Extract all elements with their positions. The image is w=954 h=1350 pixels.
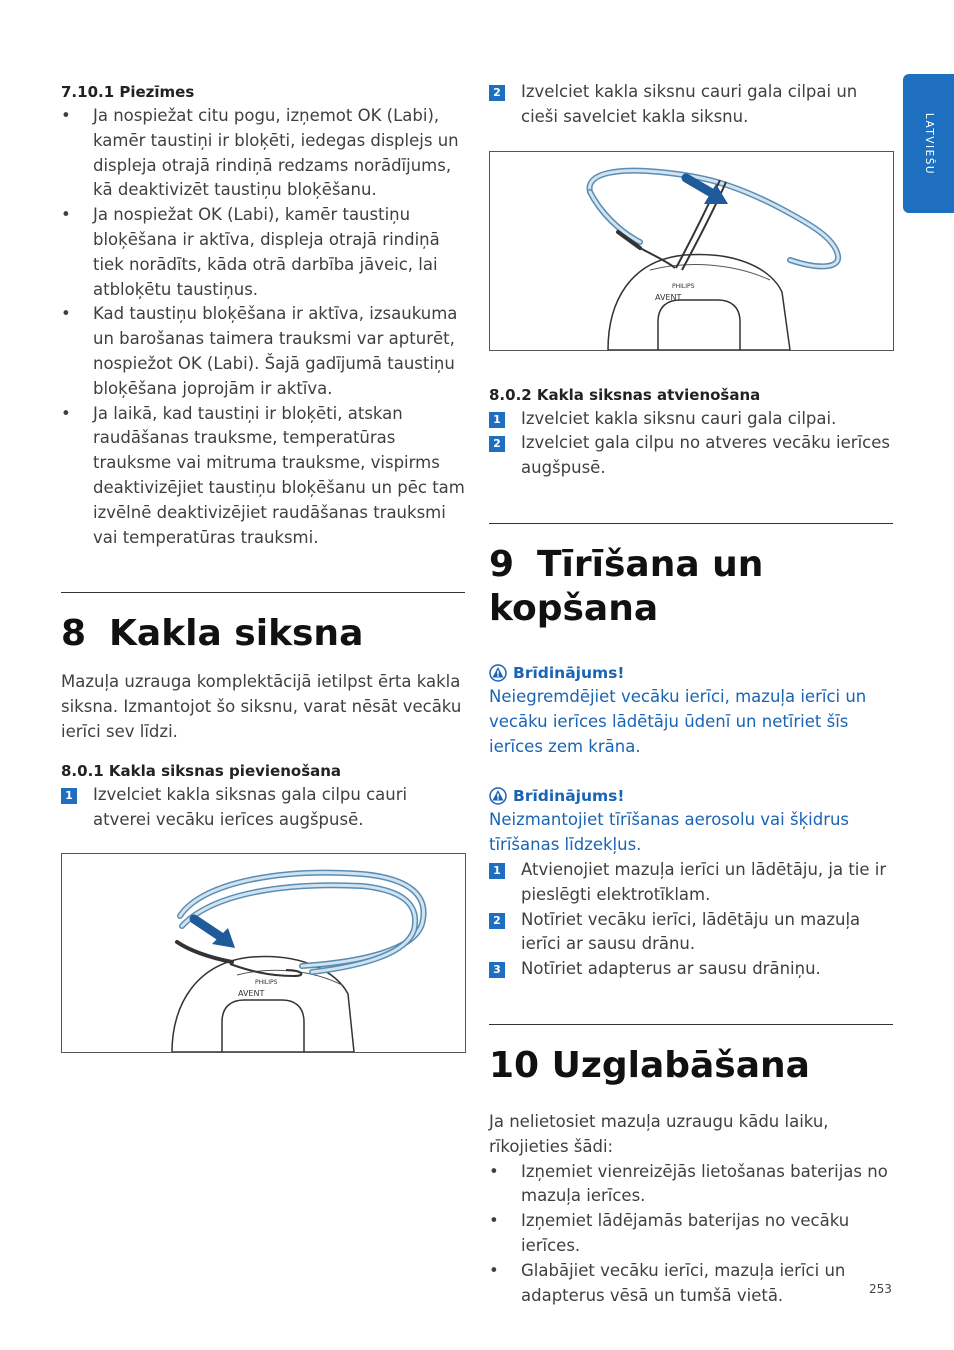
section-9-number: 9 bbox=[489, 543, 515, 585]
warning-2-text: Neizmantojiet tīrīšanas aerosolu vai šķidrus tīrīšanas līdzekļus. bbox=[489, 810, 850, 855]
storage-list bbox=[489, 1160, 893, 1309]
section-10-title-text: Uzglabāšana bbox=[551, 1044, 810, 1086]
step-number-badge: 3 bbox=[489, 962, 505, 978]
warning-2-title bbox=[489, 784, 893, 808]
note-item: • Kad taustiņu bloķēšana ir aktīva, izsaukuma un barošanas taimera trauksmi var apturēt, nospiežot OK (Labi). Šajā gadījumā taustiņu bloķēšana joprojām ir aktīva. bbox=[61, 302, 465, 401]
figure-brand-bottom: AVENT bbox=[238, 989, 265, 999]
attach-steps-continued bbox=[489, 80, 893, 130]
warning-icon bbox=[489, 787, 507, 805]
note-item: • Ja laikā, kad taustiņi ir bloķēti, atskan raudāšanas trauksme, temperatūras trauksme vai mitruma trauksme, vispirms deaktivizējiet taustiņu bloķēšanu un pēc tam izvēlnē deaktivizējiet raudāšanas trauksmi vai temperatūras trauksmi. bbox=[61, 402, 465, 551]
detach-steps bbox=[489, 407, 893, 481]
figure-strap-tighten bbox=[489, 151, 894, 351]
step-number-badge: 1 bbox=[61, 788, 77, 804]
page-number: 253 bbox=[869, 1282, 892, 1296]
step-number-badge: 2 bbox=[489, 436, 505, 452]
step-item bbox=[489, 407, 893, 432]
step-text: Izvelciet kakla siksnas gala cilpu cauri atverei vecāku ierīces augšpusē. bbox=[93, 784, 408, 829]
warning-1-title-text: Brīdinājums! bbox=[513, 663, 625, 682]
section-8-number: 8 bbox=[61, 613, 87, 655]
section-9-title bbox=[489, 543, 893, 631]
figure-brand-bottom: AVENT bbox=[655, 292, 682, 302]
section-9-title-text: Tīrīšana un kopšana bbox=[489, 543, 764, 629]
storage-item: • Izņemiet vienreizējās lietošanas baterijas no mazuļa ierīces. bbox=[489, 1160, 893, 1210]
step-text: Izvelciet kakla siksnu cauri gala cilpai un cieši savelciet kakla siksnu. bbox=[521, 82, 858, 126]
section-8-intro: Mazuļa uzrauga komplektācijā ietilpst ērta kakla siksna. Izmantojot šo siksnu, varat nēsāt vecāku ierīci sev līdzi. bbox=[61, 672, 462, 741]
step-number-badge: 2 bbox=[489, 913, 505, 929]
section-8-title-text: Kakla siksna bbox=[109, 613, 364, 655]
language-tab-label: LATVIEŠU bbox=[922, 112, 935, 175]
strap-attach-illustration bbox=[62, 854, 465, 1052]
attach-steps bbox=[61, 783, 465, 833]
step-text: Izvelciet kakla siksnu cauri gala cilpai. bbox=[521, 408, 837, 428]
warning-1-title bbox=[489, 661, 893, 685]
notes-list bbox=[61, 104, 465, 550]
step-text: Notīriet vecāku ierīci, lādētāju un mazuļa ierīci ar sausu drānu. bbox=[521, 909, 861, 954]
detach-heading: 8.0.2 Kakla siksnas atvienošana bbox=[489, 385, 761, 404]
step-item bbox=[489, 957, 893, 982]
language-tab bbox=[903, 74, 954, 213]
figure-strap-attach bbox=[61, 853, 466, 1053]
attach-heading: 8.0.1 Kakla siksnas pievienošana bbox=[61, 761, 342, 780]
step-text: Atvienojiet mazuļa ierīci un lādētāju, ja tie ir pieslēgti elektrotīklam. bbox=[521, 859, 887, 904]
step-item bbox=[489, 80, 893, 130]
section-10-title bbox=[489, 1044, 893, 1088]
step-item bbox=[489, 908, 893, 958]
storage-item: • Glabājiet vecāku ierīci, mazuļa ierīci un adapterus vēsā un tumšā vietā. bbox=[489, 1259, 893, 1309]
step-number-badge: 1 bbox=[489, 412, 505, 428]
warning-2-title-text: Brīdinājums! bbox=[513, 787, 625, 806]
warning-icon bbox=[489, 664, 507, 682]
warning-1-text: Neiegremdējiet vecāku ierīci, mazuļa ierīci un vecāku ierīces lādētāju ūdenī un netīriet šīs ierīces zem krāna. bbox=[489, 686, 867, 756]
figure-brand-top: PHILIPS bbox=[672, 282, 695, 290]
step-number-badge: 2 bbox=[489, 85, 505, 101]
note-item: • Ja nospiežat OK (Labi), kamēr taustiņu bloķēšana ir aktīva, displeja otrajā rindiņā tiek norādīts, kāda otrā darbība jāveic, lai atbloķētu taustiņus. bbox=[61, 203, 465, 302]
notes-heading: 7.10.1 Piezīmes bbox=[61, 83, 195, 101]
step-text: Izvelciet gala cilpu no atveres vecāku ierīces augšpusē. bbox=[521, 433, 890, 478]
step-item bbox=[489, 858, 893, 908]
note-item: • Ja nospiežat citu pogu, izņemot OK (Labi), kamēr taustiņi ir bloķēti, iedegas displejs un displeja otrajā rindiņā redzams norādījums, kā deaktivizēt taustiņu bloķēšanu. bbox=[61, 104, 465, 203]
section-8-title bbox=[61, 612, 465, 656]
storage-item: • Izņemiet lādējamās baterijas no vecāku ierīces. bbox=[489, 1209, 893, 1259]
step-item bbox=[489, 431, 893, 481]
step-item bbox=[61, 783, 465, 833]
section-10-number: 10 bbox=[489, 1044, 540, 1086]
figure-brand-top: PHILIPS bbox=[255, 979, 278, 987]
left-column bbox=[61, 80, 465, 1053]
step-number-badge: 1 bbox=[489, 863, 505, 879]
cleaning-steps bbox=[489, 858, 893, 982]
step-text: Notīriet adapterus ar sausu drāniņu. bbox=[521, 959, 821, 979]
section-10-intro: Ja nelietosiet mazuļa uzraugu kādu laiku, rīkojieties šādi: bbox=[489, 1111, 829, 1156]
right-column bbox=[489, 80, 893, 1308]
strap-tighten-illustration bbox=[490, 152, 893, 350]
